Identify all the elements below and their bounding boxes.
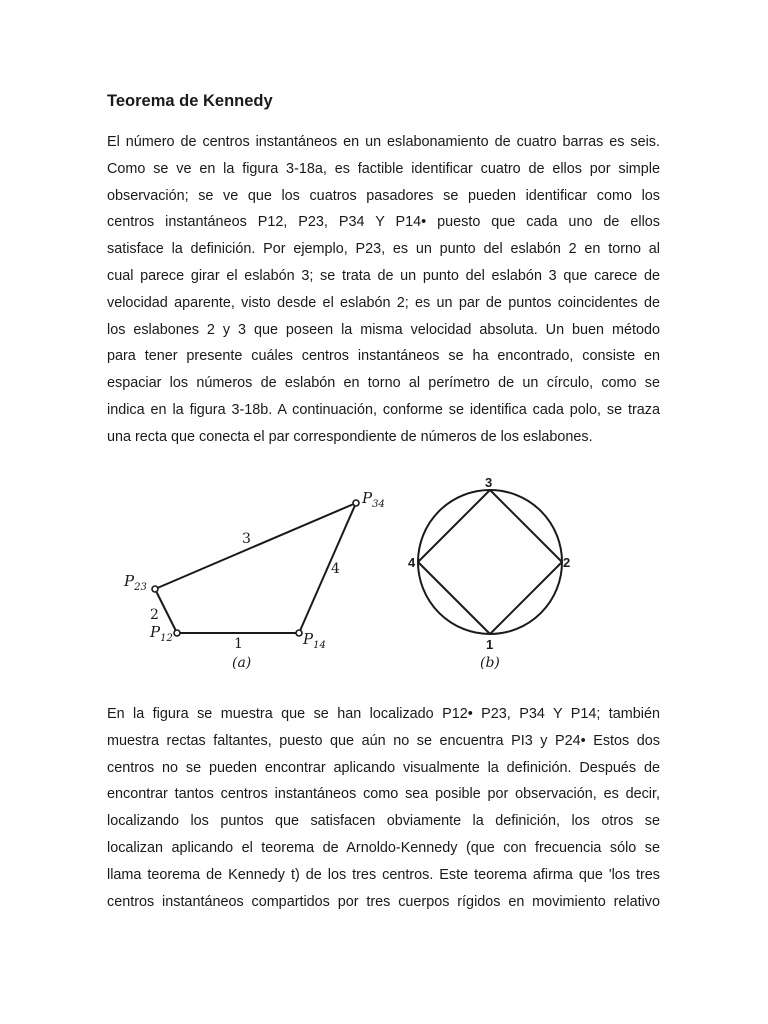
text-line: para tener presente cuáles centros instantáneos se ha encontrado, consiste en [107,348,660,365]
text-line: Como se ve en la figura 3-18a, es factible identificar cuatro de ellos por simple [107,160,660,177]
link-label-4: 4 [331,561,340,577]
node-label-3: 3 [485,475,493,490]
figure-a-caption: (a) [232,655,252,671]
text-line: espaciar los números de eslabón en torno al perímetro de un círculo, como se [107,375,660,392]
figure-a-four-bar-linkage [152,500,359,636]
link-3-coupler [155,503,356,589]
text-line: indica en la figura 3-18b. A continuación, conforme se identifica cada polo, se traza [107,401,660,418]
text-line: llama teorema de Kennedy t) de los tres centros. Este teorema afirma que 'los tres [107,866,660,883]
link-label-3: 3 [242,531,251,547]
link-label-1: 1 [234,636,243,652]
text-line: observación; se ve que los cuatros pasadores se pueden identificar como los [107,187,660,204]
text-line: satisface la definición. Por ejemplo, P23, es un punto del eslabón 2 en torno al [107,241,660,258]
edge-4-3 [418,490,490,562]
edge-3-2 [490,490,562,562]
pin-p34 [353,500,359,506]
node-label-2: 2 [563,555,571,570]
pin-label-p12: $P_{12}$ [150,623,173,644]
document-title: Teorema de Kennedy [107,92,273,110]
edge-1-4 [418,562,490,634]
text-line: cual parece girar el eslabón 3; se trata de un punto del eslabón 3 que carece de [107,267,660,284]
pin-p23 [152,586,158,592]
figure-b-circle-diagram [418,490,562,634]
text-line: centros instantáneos P12, P23, P34 Y P14• puesto que cada uno de ellos [107,214,660,231]
perimeter-circle [418,490,562,634]
link-label-2: 2 [150,607,159,623]
text-line: En la figura se muestra que se han localizado P12• P23, P34 Y P14; también [107,706,660,722]
text-line: localizan aplicando el teorema de Arnoldo-Kennedy (que con frecuencia sólo se [107,839,660,856]
pin-p12 [174,630,180,636]
pin-label-p14: $P_{14}$ [303,630,326,651]
text-line: velocidad aparente, visto desde el eslabón 2; es un par de puntos coincidentes de [107,294,660,311]
edge-2-1 [490,562,562,634]
pin-label-p23: $P_{23}$ [124,572,147,593]
pin-label-p34: $P_{34}$ [362,489,385,510]
paragraph-kennedy [107,701,660,915]
figure-b-caption: (b) [480,655,500,671]
text-line: localizando los puntos que satisfacen obviamente la definición, los otros se [107,813,660,830]
text-line: los eslabones 2 y 3 que poseen la misma velocidad absoluta. Un buen método [107,321,660,338]
text-line: una recta que conecta el par correspondiente de números de los eslabones. [107,428,593,445]
node-label-4: 4 [408,555,416,570]
text-line: centros no se pueden encontrar aplicando visualmente la definición. Después de [107,759,660,776]
text-line: El número de centros instantáneos en un eslabonamiento de cuatro barras es seis. [107,134,660,150]
paragraph-intro [107,129,660,451]
link-2-crank [155,589,177,633]
text-line: centros instantáneos compartidos por tres cuerpos rígidos en movimiento relativo [107,893,660,910]
text-line: muestra rectas faltantes, puesto que aún no se encuentra PI3 y P24• Estos dos [107,732,660,749]
pin-p14 [296,630,302,636]
link-4-rocker [299,503,356,633]
node-label-1: 1 [486,637,494,652]
text-line: encontrar tantos centros instantáneos como sea posible por observación, es decir, [107,786,660,803]
